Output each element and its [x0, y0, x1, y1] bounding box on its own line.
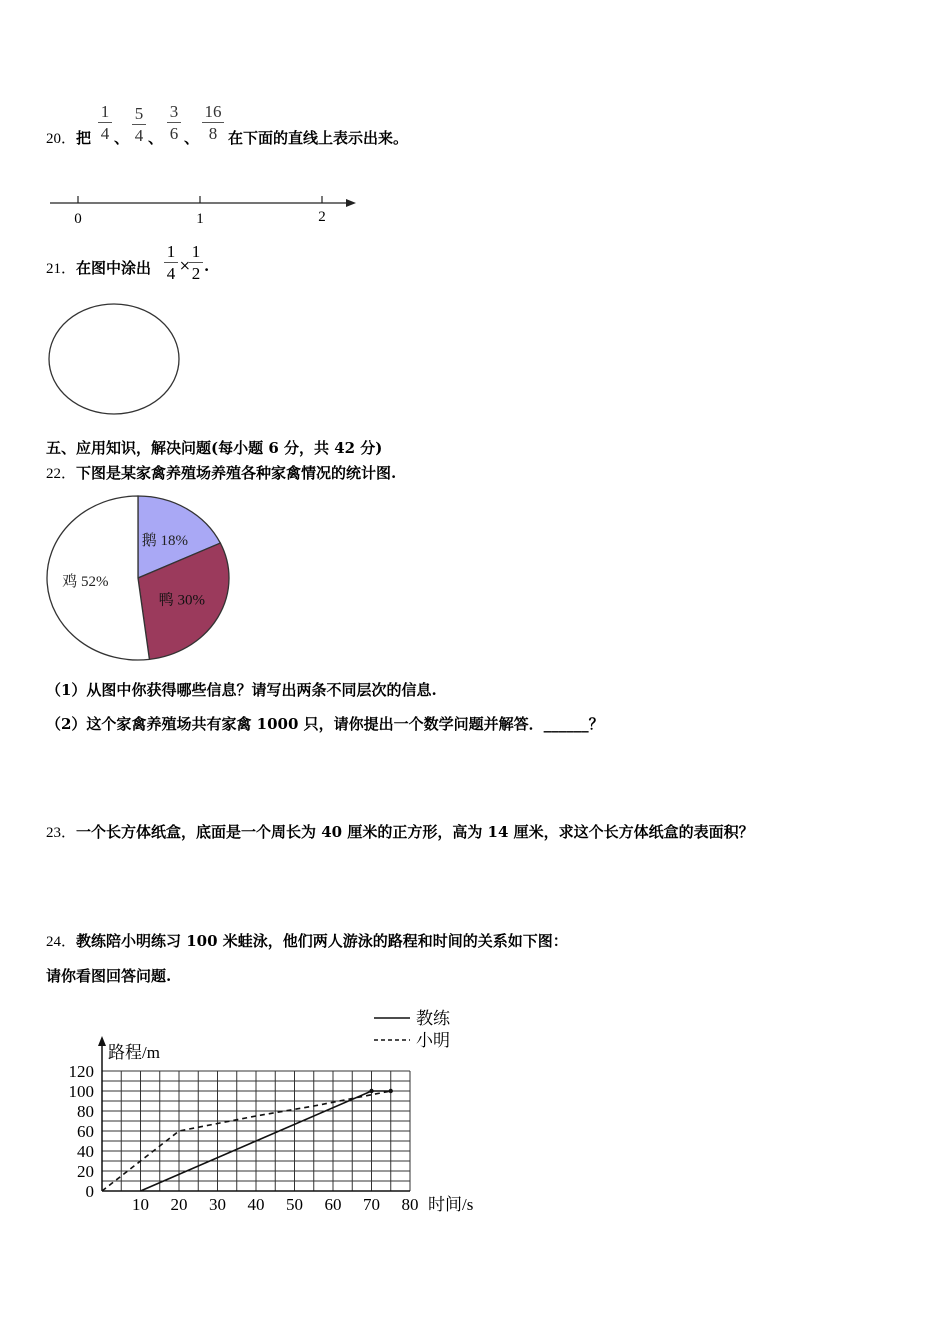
q20-fraction-1: 1 4 [98, 102, 112, 143]
q20-fraction-3: 3 6 [167, 102, 181, 143]
x-tick-label: 20 [170, 1195, 188, 1214]
q22-line [46, 462, 396, 483]
x-tick-label: 60 [324, 1195, 342, 1214]
y-tick-label: 100 [68, 1082, 94, 1101]
q20-sep-2: 、 [148, 129, 164, 147]
y-tick-label: 20 [77, 1162, 94, 1181]
q21-fraction-2: 1 2 [189, 242, 203, 283]
q24-text: 教练陪小明练习 100 米蛙泳，他们两人游泳的路程和时间的关系如下图： [76, 932, 568, 950]
q21-prefix: 在图中涂出 [76, 259, 152, 277]
q24-text-2: 请你看图回答问题. [46, 967, 172, 985]
q20-suffix: 在下面的直线上表示出来。 [228, 129, 409, 147]
section-5-title: 五、应用知识，解决问题(每小题 6 分，共 42 分) [46, 439, 383, 457]
pie-label-鸭: 鸭 30% [158, 592, 205, 609]
number-line-label-2: 2 [318, 209, 326, 225]
q20-sep-1: 、 [114, 129, 130, 147]
q21-suffix: . [204, 257, 210, 275]
x-tick-label: 50 [286, 1195, 303, 1214]
number-line-label-0: 0 [74, 211, 82, 227]
q21-fraction-1: 1 4 [164, 242, 178, 283]
q24-number: 24． [46, 934, 77, 950]
legend-label-教练: 教练 [416, 1009, 450, 1028]
x-tick-label: 10 [132, 1195, 149, 1214]
legend-label-小明: 小明 [416, 1031, 450, 1050]
q23-number: 23． [46, 825, 77, 841]
y-tick-label: 80 [77, 1102, 94, 1121]
pie-label-鹅: 鹅 18% [141, 532, 188, 549]
q20-prefix: 把 [76, 129, 92, 147]
poultry-pie-chart [44, 492, 244, 667]
q20-number: 20． [46, 131, 77, 147]
q23-text: 一个长方体纸盒，底面是一个周长为 40 厘米的正方形，高为 14 厘米，求这个长方体纸盒的表面积？ [76, 823, 754, 841]
x-axis-label: 时间/s [428, 1195, 474, 1214]
q20-line [46, 127, 91, 148]
q22-sub-1: （1）从图中你获得哪些信息？请写出两条不同层次的信息. [46, 681, 437, 699]
q20-fraction-4: 16 8 [202, 102, 224, 143]
y-axis-label: 路程/m [108, 1043, 160, 1062]
y-tick-label: 40 [77, 1142, 94, 1161]
y-axis-arrow [98, 1036, 106, 1046]
y-tick-label: 0 [85, 1182, 94, 1201]
series-point [389, 1089, 393, 1093]
q22-text: 下图是某家禽养殖场养殖各种家禽情况的统计图. [76, 464, 397, 482]
q22-number: 22． [46, 466, 77, 482]
pie-label-鸡: 鸡 52% [62, 573, 109, 590]
q20-sep-3: 、 [184, 129, 200, 147]
x-tick-label: 70 [363, 1195, 380, 1214]
number-line [40, 190, 370, 230]
q21-line [46, 257, 151, 278]
x-tick-label: 80 [401, 1195, 419, 1214]
swimming-line-chart [60, 1000, 510, 1225]
y-tick-label: 60 [77, 1122, 94, 1141]
number-line-label-1: 1 [196, 211, 204, 227]
q22-sub-2: （2）这个家禽养殖场共有家禽 1000 只，请你提出一个数学问题并解答．______？ [46, 715, 604, 733]
x-tick-label: 30 [209, 1195, 226, 1214]
x-tick-label: 40 [247, 1195, 265, 1214]
y-tick-label: 120 [68, 1062, 94, 1081]
q24-line [46, 930, 568, 951]
q23-line [46, 821, 754, 842]
q20-fraction-2: 5 4 [132, 104, 146, 145]
q21-circle [45, 300, 185, 420]
series-point [369, 1089, 373, 1093]
q21-number: 21． [46, 261, 77, 277]
q21-times: × [179, 258, 191, 274]
